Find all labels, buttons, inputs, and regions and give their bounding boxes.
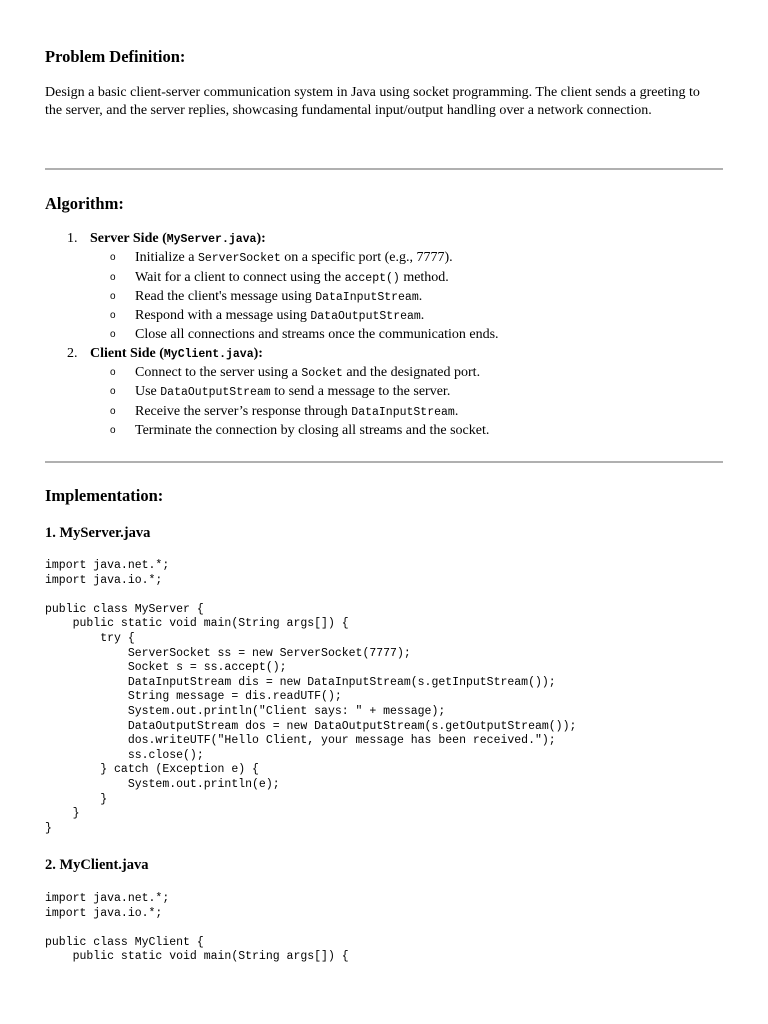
list-item: o Receive the server’s response through DataInputStream. [110, 403, 459, 419]
section-divider [45, 168, 723, 170]
client-file-title: 2. MyClient.java [45, 857, 149, 873]
list-item: o Connect to the server using a Socket and the designated port. [110, 365, 481, 381]
step-server [45, 230, 723, 345]
step-number: 2. [67, 345, 78, 361]
list-item: o Wait for a client to connect using the accept() method. [110, 269, 449, 285]
server-code-block: import java.net.*; import java.io.*; public class MyServer { public static void main(String args[]) { try { ServerSocket ss = new ServerSocket(7777); Socket s = ss.accept(); DataInputStream dis = new DataInputStream(s.getInputStream()); String message = dis.readUTF(); System.out.println("Client says: " + message); DataOutputStream dos = new DataOutputStream(s.getOutputStream()); dos.writeUTF("Hello Client, your message has been received."); ss.close(); } catch (Exception e) { System.out.println(e); } } } [45, 559, 577, 835]
algorithm-heading: Algorithm: [45, 194, 124, 213]
step-title: Server Side (MyServer.java): [90, 231, 266, 246]
server-file-title: 1. MyServer.java [45, 525, 151, 541]
step-items [90, 364, 723, 440]
implementation-heading: Implementation: [45, 486, 164, 505]
step-items [90, 249, 723, 344]
client-code-block: import java.net.*; import java.io.*; public class MyClient { public static void main(String args[]) { [45, 892, 349, 964]
list-item: o Terminate the connection by closing all streams and the socket. [110, 422, 490, 438]
step-client [45, 345, 723, 440]
list-item: o Initialize a ServerSocket on a specific port (e.g., 7777). [110, 250, 453, 266]
problem-heading: Problem Definition: [45, 47, 186, 66]
list-item: o Respond with a message using DataOutputStream. [110, 308, 425, 324]
list-item: o Use DataOutputStream to send a message to the server. [110, 384, 451, 400]
list-item: o Read the client's message using DataInputStream. [110, 288, 423, 304]
problem-text: Design a basic client-server communication system in Java using socket programming. The client sends a greeting to the server, and the server replies, showcasing fundamental input/output handling over a network connection. [45, 85, 700, 118]
section-divider [45, 461, 723, 463]
step-number: 1. [67, 231, 78, 246]
algorithm-steps [45, 230, 723, 440]
step-title: Client Side (MyClient.java): [90, 345, 263, 361]
list-item: o Close all connections and streams once the communication ends. [110, 327, 499, 343]
